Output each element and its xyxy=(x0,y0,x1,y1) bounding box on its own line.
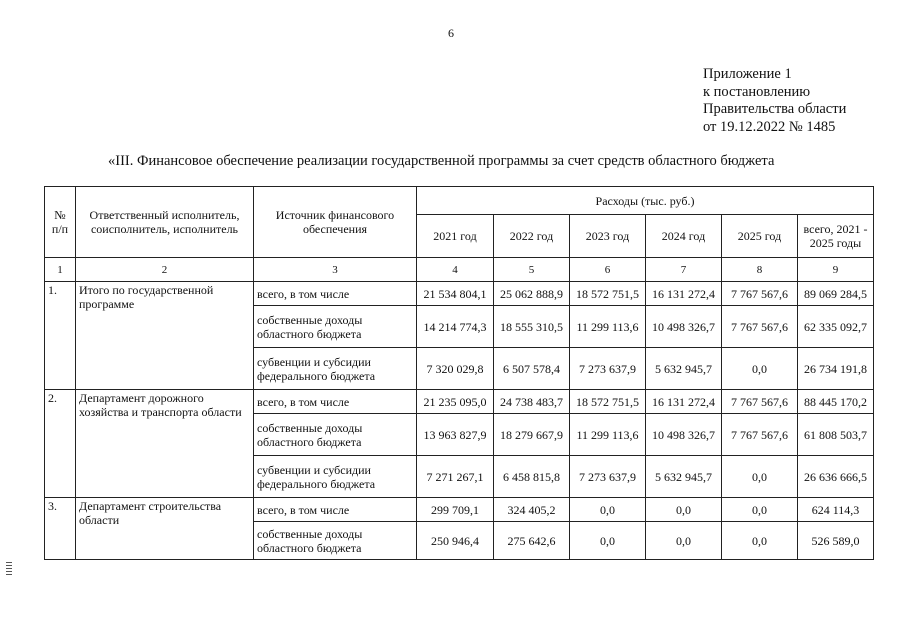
column-number: 6 xyxy=(570,258,646,282)
value-cell: 0,0 xyxy=(646,498,722,522)
value-cell: 7 767 567,6 xyxy=(722,414,798,456)
header-source: Источник финансового обеспечения xyxy=(254,187,417,258)
value-cell: 26 734 191,8 xyxy=(798,348,874,390)
column-number: 5 xyxy=(494,258,570,282)
header-year: 2022 год xyxy=(494,215,570,258)
column-number: 7 xyxy=(646,258,722,282)
header-year: 2021 год xyxy=(417,215,494,258)
row-source: собственные доходы областного бюджета xyxy=(254,414,417,456)
value-cell: 89 069 284,5 xyxy=(798,282,874,306)
value-cell: 6 458 815,8 xyxy=(494,456,570,498)
value-cell: 0,0 xyxy=(722,522,798,560)
row-source: всего, в том числе xyxy=(254,282,417,306)
value-cell: 88 445 170,2 xyxy=(798,390,874,414)
value-cell: 6 507 578,4 xyxy=(494,348,570,390)
value-cell: 5 632 945,7 xyxy=(646,348,722,390)
row-number: 2. xyxy=(45,390,76,498)
table-row xyxy=(45,390,874,414)
header-year: 2024 год xyxy=(646,215,722,258)
value-cell: 0,0 xyxy=(722,456,798,498)
value-cell: 0,0 xyxy=(570,522,646,560)
value-cell: 16 131 272,4 xyxy=(646,282,722,306)
header-num: № п/п xyxy=(45,187,76,258)
value-cell: 275 642,6 xyxy=(494,522,570,560)
value-cell: 26 636 666,5 xyxy=(798,456,874,498)
column-numbers-row xyxy=(45,258,874,282)
value-cell: 0,0 xyxy=(722,348,798,390)
value-cell: 7 320 029,8 xyxy=(417,348,494,390)
value-cell: 11 299 113,6 xyxy=(570,306,646,348)
value-cell: 25 062 888,9 xyxy=(494,282,570,306)
value-cell: 18 572 751,5 xyxy=(570,282,646,306)
value-cell: 7 273 637,9 xyxy=(570,456,646,498)
column-number: 1 xyxy=(45,258,76,282)
row-executor: Итого по государственной программе xyxy=(76,282,254,390)
column-number: 8 xyxy=(722,258,798,282)
row-executor: Департамент строительства области xyxy=(76,498,254,560)
value-cell: 13 963 827,9 xyxy=(417,414,494,456)
header-row xyxy=(45,187,874,215)
value-cell: 624 114,3 xyxy=(798,498,874,522)
value-cell: 7 273 637,9 xyxy=(570,348,646,390)
value-cell: 21 235 095,0 xyxy=(417,390,494,414)
value-cell: 21 534 804,1 xyxy=(417,282,494,306)
value-cell: 18 572 751,5 xyxy=(570,390,646,414)
row-source: субвенции и субсидии федерального бюджета xyxy=(254,456,417,498)
page-number: 6 xyxy=(448,26,454,40)
row-source: всего, в том числе xyxy=(254,498,417,522)
annex-line: Правительства области xyxy=(703,101,847,117)
row-executor: Департамент дорожного хозяйства и транспорта области xyxy=(76,390,254,498)
column-number: 9 xyxy=(798,258,874,282)
header-expenses: Расходы (тыс. руб.) xyxy=(417,187,874,215)
header-executor: Ответственный исполнитель, соисполнитель, исполнитель xyxy=(76,187,254,258)
annex-line: от 19.12.2022 № 1485 xyxy=(703,118,836,135)
value-cell: 24 738 483,7 xyxy=(494,390,570,414)
annex-line: к постановлению xyxy=(703,83,811,100)
section-title: «III. Финансовое обеспечение реализации государственной программы за счет средств областного бюджета xyxy=(108,153,775,169)
column-number: 3 xyxy=(254,258,417,282)
row-source: субвенции и субсидии федерального бюджета xyxy=(254,348,417,390)
value-cell: 7 271 267,1 xyxy=(417,456,494,498)
column-number: 2 xyxy=(76,258,254,282)
header-year: 2023 год xyxy=(570,215,646,258)
value-cell: 62 335 092,7 xyxy=(798,306,874,348)
table-row xyxy=(45,282,874,306)
column-number: 4 xyxy=(417,258,494,282)
financial-table xyxy=(44,186,874,560)
header-total: всего, 2021 - 2025 годы xyxy=(798,215,874,258)
value-cell: 10 498 326,7 xyxy=(646,306,722,348)
value-cell: 7 767 567,6 xyxy=(722,282,798,306)
value-cell: 18 555 310,5 xyxy=(494,306,570,348)
header-year: 2025 год xyxy=(722,215,798,258)
row-source: собственные доходы областного бюджета xyxy=(254,522,417,560)
row-source: всего, в том числе xyxy=(254,390,417,414)
value-cell: 299 709,1 xyxy=(417,498,494,522)
value-cell: 7 767 567,6 xyxy=(722,390,798,414)
value-cell: 324 405,2 xyxy=(494,498,570,522)
value-cell: 11 299 113,6 xyxy=(570,414,646,456)
value-cell: 5 632 945,7 xyxy=(646,456,722,498)
value-cell: 61 808 503,7 xyxy=(798,414,874,456)
value-cell: 10 498 326,7 xyxy=(646,414,722,456)
value-cell: 7 767 567,6 xyxy=(722,306,798,348)
scan-edge-marks xyxy=(6,562,12,577)
row-source: собственные доходы областного бюджета xyxy=(254,306,417,348)
value-cell: 0,0 xyxy=(722,498,798,522)
value-cell: 14 214 774,3 xyxy=(417,306,494,348)
annex-line: Приложение 1 xyxy=(703,66,792,82)
table-row xyxy=(45,498,874,522)
value-cell: 250 946,4 xyxy=(417,522,494,560)
value-cell: 18 279 667,9 xyxy=(494,414,570,456)
annex-block xyxy=(703,66,846,136)
value-cell: 526 589,0 xyxy=(798,522,874,560)
value-cell: 0,0 xyxy=(646,522,722,560)
value-cell: 0,0 xyxy=(570,498,646,522)
row-number: 1. xyxy=(45,282,76,390)
row-number: 3. xyxy=(45,498,76,560)
value-cell: 16 131 272,4 xyxy=(646,390,722,414)
